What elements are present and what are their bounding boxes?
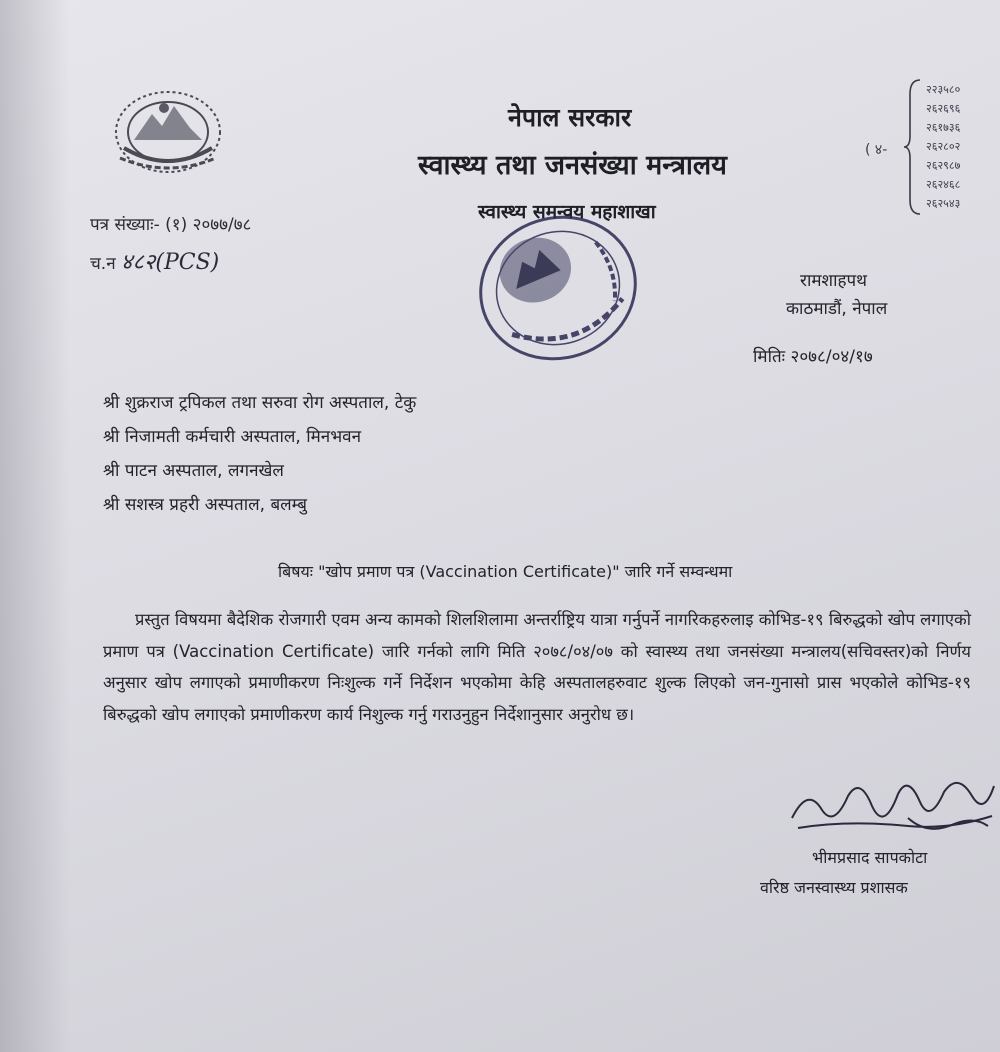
header-government: नेपाल सरकार (508, 103, 632, 132)
address-city: काठमाडौं, नेपाल (786, 299, 888, 319)
phone-number: २६१७३६ (926, 121, 961, 134)
recipient-list (103, 386, 416, 522)
page-shadow (0, 0, 70, 1052)
phone-number: २६२८०२ (926, 140, 961, 153)
nepal-emblem-icon (102, 78, 234, 186)
signatory-name: भीमप्रसाद सापकोटा (812, 848, 928, 867)
recipient-item: श्री शुक्रराज ट्रपिकल तथा सरुवा रोग अस्पताल, टेकु (103, 393, 417, 413)
letter-body: प्रस्तुत विषयमा बैदेशिक रोजगारी एवम अन्य कामको शिलशिलामा अन्तर्राष्ट्रिय यात्रा गर्नुपर्ने नागरिकहरुलाइ कोभिड-१९ बिरुद्धको खोप लगाएको प्रमाण पत्र (Vaccination Certificate) जारि गर्नको लागि मिति २०७८/०४/०७ को स्वास्थ्य तथा जनसंख्या मन्त्रालय(सचिवस्तर)को निर्णय अनुसार खोप लगाएको प्रमाणीकरण निःशुल्क गर्ने निर्देशन भएकोमा केहि अस्पतालहरुवाट शुल्क लिएको जन-गुनासो प्रास भएकोले कोभिड-१९ बिरुद्धको खोप लगाएको प्रमाणीकरण कार्य निशुल्क गर्नु गराउनुहुन निर्देशानुसार अनुरोध छ। (103, 610, 971, 724)
address-street: रामशाहपथ (800, 271, 868, 291)
letter-reference-number: पत्र संख्याः- (१) २०७७/७८ (90, 215, 252, 235)
recipient-item: श्री सशस्त्र प्रहरी अस्पताल, बलम्बु (103, 495, 307, 515)
brace-icon (902, 78, 922, 216)
official-seal-stamp (470, 206, 646, 370)
phone-prefix: ( ४- (865, 142, 888, 158)
handwritten-signature (788, 766, 998, 846)
letter-date: मितिः २०७८/०४/१७ (753, 347, 873, 367)
phone-number-list (926, 80, 960, 213)
phone-number: २६२६९६ (926, 102, 961, 115)
header-ministry: स्वास्थ्य तथा जनसंख्या मन्त्रालय (418, 150, 727, 181)
recipient-item: श्री पाटन अस्पताल, लगनखेल (103, 461, 284, 481)
signatory-title: वरिष्ठ जनस्वास्थ्य प्रशासक (760, 878, 908, 897)
phone-number: २६२४६८ (926, 178, 961, 191)
letter-subject: बिषयः "खोप प्रमाण पत्र (Vaccination Certificate)" जारि गर्ने सम्वन्धमा (278, 562, 733, 581)
recipient-item: श्री निजामती कर्मचारी अस्पताल, मिनभवन (103, 427, 362, 447)
phone-number: २२३५८० (926, 83, 961, 96)
phone-number: २६२५४३ (926, 197, 961, 210)
header-division: स्वास्थ्य समन्वय महाशाखा (478, 201, 656, 223)
dispatch-number (90, 246, 219, 276)
phone-number: २६२९८७ (926, 159, 961, 172)
dispatch-handwritten-number: ४८२(PCS) (121, 250, 220, 275)
dispatch-label: च.न (90, 254, 116, 274)
